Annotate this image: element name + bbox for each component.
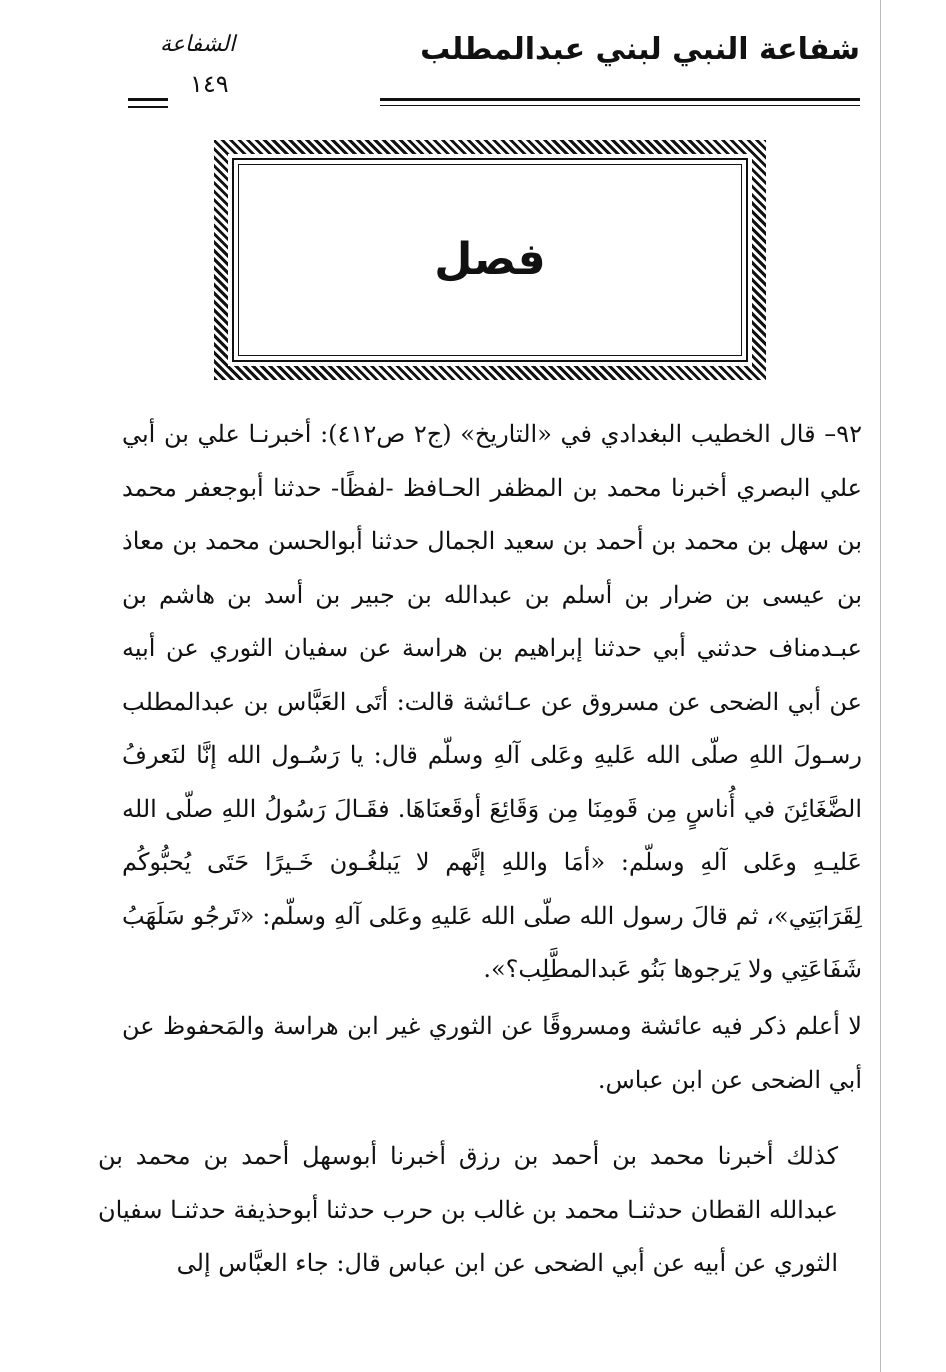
book-title-mark: الشفاعة [160, 32, 236, 57]
header-rule-left [128, 98, 168, 101]
page-edge-line [880, 0, 881, 1372]
paragraph-note [122, 1000, 862, 1107]
section-frame [214, 140, 766, 380]
header-rule-left-thin [128, 106, 168, 108]
header-rule-thin [380, 105, 860, 106]
paragraph-isnad [98, 1130, 862, 1291]
page-number: ١٤٩ [190, 70, 229, 98]
paragraph-text: قال الخطيب البغدادي في «التاريخ» (ج٢ ص٤١٢): أخبرنـا علي بن أبي علي البصري أخبرنا محمد بن المظفر الحـافظ -لفظًا- حدثنا أبوجعفر محمد بن سهل بن محمد بن أحمد بن سعيد الجمال حدثنا أبوالحسن محمد بن معاذ بن عيسى بن ضرار بن أسلم بن عبدالله بن جبير بن أسد بن هاشم بن عبـدمناف حدثني أبي حدثنا إبراهيم بن هراسة عن سفيان الثوري عن أبيه عن أبي الضحى عن مسروق عن عـائشة قالت: أتَى العَبَّاس بن عبدالمطلب رسـولَ اللهِ صلّى الله عَليهِ وعَلى آلهِ وسلّم قال: يا رَسُـول الله إنَّا لنَعرفُ الضَّغَائِنَ في أُناسٍ مِن قَومِنَا مِن وَقَائِعَ أوقَعنَاهَا. فقَـالَ رَسُولُ اللهِ صلّى الله عَليـهِ وعَلى آلهِ وسلّم: «أمَا واللهِ إنَّهم لا يَبلغُـون خَـيرًا حَتَى يُحبُّوكُم لِقَرَابَتِي»، ثم قالَ رسول الله صلّى الله عَليهِ وعَلى آلهِ وسلّم: «تَرجُو سَلَهَبُ شَفَاعَتِي ولا يَرجوها بَنُو عَبدالمطَّلِب؟». [122, 420, 862, 983]
section-title: فصل [434, 234, 546, 285]
paragraph-hadith-92 [122, 408, 862, 997]
hadith-number: ٩٢– [824, 420, 862, 448]
page-header [120, 26, 860, 96]
paragraph-text: كذلك أخبرنا محمد بن أحمد بن رزق أخبرنا أبوسهل أحمد بن محمد بن عبدالله القطان حدثنـا محمد بن غالب بن حرب حدثنا أبوحذيفة حدثنـا سفيان الثوري عن أبيه عن أبي الضحى عن ابن عباس قال: جاء العبَّاس إلى [98, 1142, 838, 1277]
paragraph-text: لا أعلم ذكر فيه عائشة ومسروقًا عن الثوري غير ابن هراسة والمَحفوظ عن أبي الضحى عن ابن عباس. [122, 1012, 862, 1094]
header-rule [380, 98, 860, 101]
running-title: شفاعة النبي لبني عبدالمطلب [420, 32, 860, 67]
